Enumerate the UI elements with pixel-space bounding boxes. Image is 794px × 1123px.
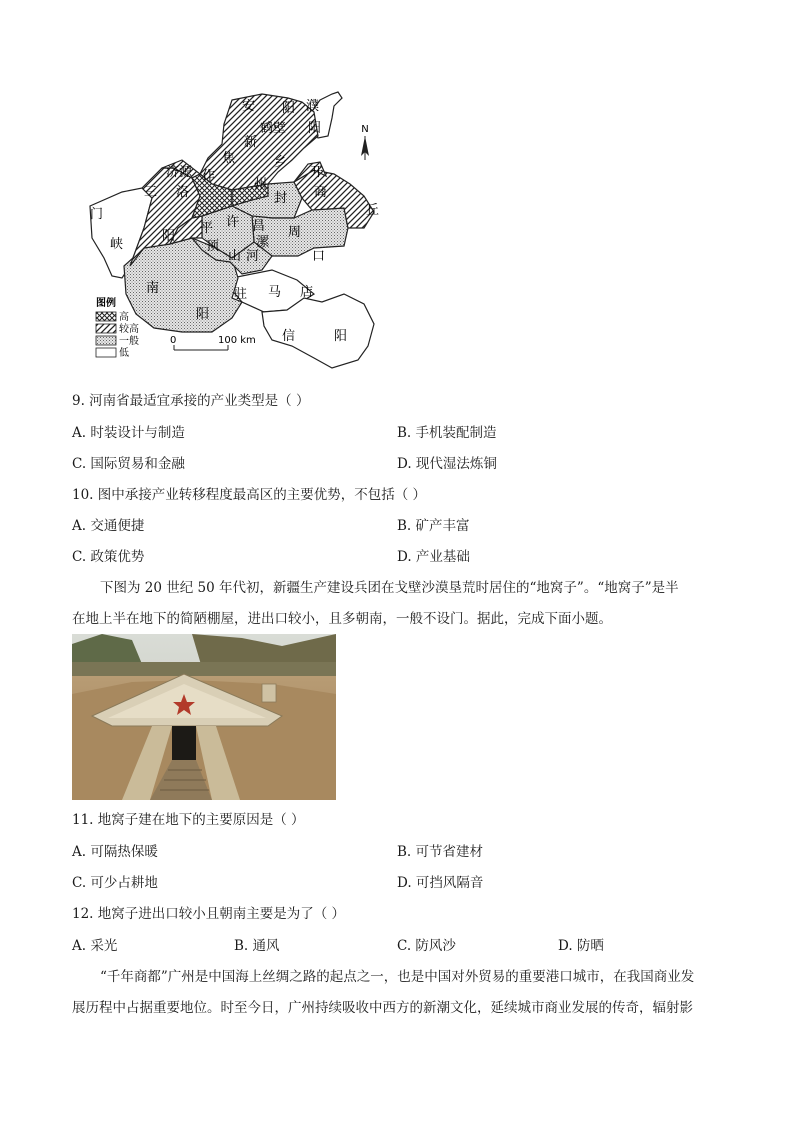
legend-high: 高 [119,312,129,323]
label-anyang-2: 阳 [282,101,296,116]
q9-option-d: D. 现代湿法炼铜 [397,456,497,472]
q11-option-b: B. 可节省建材 [397,844,484,860]
label-luoyang: 洛 [176,185,190,200]
intro-3-line-1: “千年商都”广州是中国海上丝绸之路的起点之一，也是中国对外贸易的重要港口城市，在我国商业发 [100,969,695,985]
question-9-stem: 9. 河南省最适宜承接的产业类型是（ ） [72,393,310,409]
label-jiaozuo-2: 作 [202,169,216,184]
label-zhumadian-3: 店 [300,285,314,300]
label-pingdingshan: 平 [200,221,214,236]
q9-option-a: A. 时装设计与制造 [72,425,185,441]
label-luohe: 漯 [256,235,270,250]
legend-title: 图例 [96,298,116,309]
north-label: N [361,124,369,135]
label-sanmenxia-3: 峡 [110,237,124,252]
q10-option-a: A. 交通便捷 [72,518,145,534]
q12-option-b: B. 通风 [234,938,280,954]
label-puyang-2: 阳 [308,121,322,136]
q12-option-c: C. 防风沙 [397,938,456,954]
q10-option-c: C. 政策优势 [72,549,145,565]
label-xinxiang: 新 [244,135,258,150]
scale-zero: 0 [170,335,177,346]
label-xuchang-2: 昌 [252,219,266,234]
label-jiaozuo: 焦 [222,151,236,166]
label-jiyuan: 济源 [166,165,193,180]
label-zhumadian-2: 马 [268,285,282,300]
label-zhengzhou: 州 [254,177,268,192]
label-pingdingshan-2: 顶 [206,239,220,254]
label-sanmenxia-2: 门 [90,207,104,222]
label-zhumadian: 驻 [234,287,248,302]
label-pingdingshan-3: 山 [228,249,242,264]
q10-option-b: B. 矿产丰富 [397,518,470,534]
legend-higher: 较高 [119,324,139,335]
question-10-stem: 10. 图中承接产业转移程度最高区的主要优势，不包括（ ） [72,487,427,503]
scale-distance: 100 km [218,335,256,346]
q12-option-a: A. 采光 [72,938,118,954]
question-12-stem: 12. 地窝子进出口较小且朝南主要是为了（ ） [72,906,346,922]
label-nanyang: 南 [146,281,160,296]
label-sanmenxia: 三 [144,185,158,200]
label-anyang: 安 [242,99,256,114]
intro-3-line-2: 展历程中占据重要地位。时至今日，广州持续吸收中西方的新潮文化，延续城市商业发展的传奇，辐射影 [72,1000,693,1016]
label-puyang: 濮 [306,99,320,114]
intro-2-line-2: 在地上半在地下的简陋棚屋，进出口较小，且多朝南，一般不设门。据此，完成下面小题。 [72,611,612,627]
q12-option-d: D. 防晒 [558,938,604,954]
scale-bar [170,335,256,350]
intro-2-line-1: 下图为 20 世纪 50 年代初，新疆生产建设兵团在戈壁沙漠垦荒时居住的“地窝子”。“地窝子”是半 [100,580,679,596]
label-luohe-2: 河 [246,249,260,264]
label-xinyang-2: 阳 [334,329,348,344]
label-shangqiu-2: 丘 [366,203,380,218]
label-kaifeng-2: 封 [274,191,288,206]
label-nanyang-2: 阳 [196,307,210,322]
legend-general: 一般 [119,336,139,347]
legend-low: 低 [119,348,129,359]
q11-option-c: C. 可少占耕地 [72,875,158,891]
q9-option-c: C. 国际贸易和金融 [72,456,185,472]
label-kaifeng: 开 [310,165,324,180]
label-xinxiang-2: 乡 [274,155,288,170]
north-arrow-icon [361,124,369,160]
question-11-stem: 11. 地窝子建在地下的主要原因是（ ） [72,812,305,828]
q11-option-a: A. 可隔热保暖 [72,844,158,860]
label-xuchang: 许 [226,215,240,230]
label-zhoukou: 周 [288,225,302,240]
henan-industry-transfer-map [82,88,402,373]
diwozi-photo [72,634,336,800]
q9-option-b: B. 手机装配制造 [397,425,497,441]
label-shangqiu: 商 [314,185,328,200]
q11-option-d: D. 可挡风隔音 [397,875,484,891]
label-luoyang-2: 阳 [162,229,176,244]
label-hebi: 鹤壁 [260,121,287,136]
label-zhoukou-2: 口 [312,249,326,264]
q10-option-d: D. 产业基础 [397,549,470,565]
label-xinyang: 信 [282,329,296,344]
